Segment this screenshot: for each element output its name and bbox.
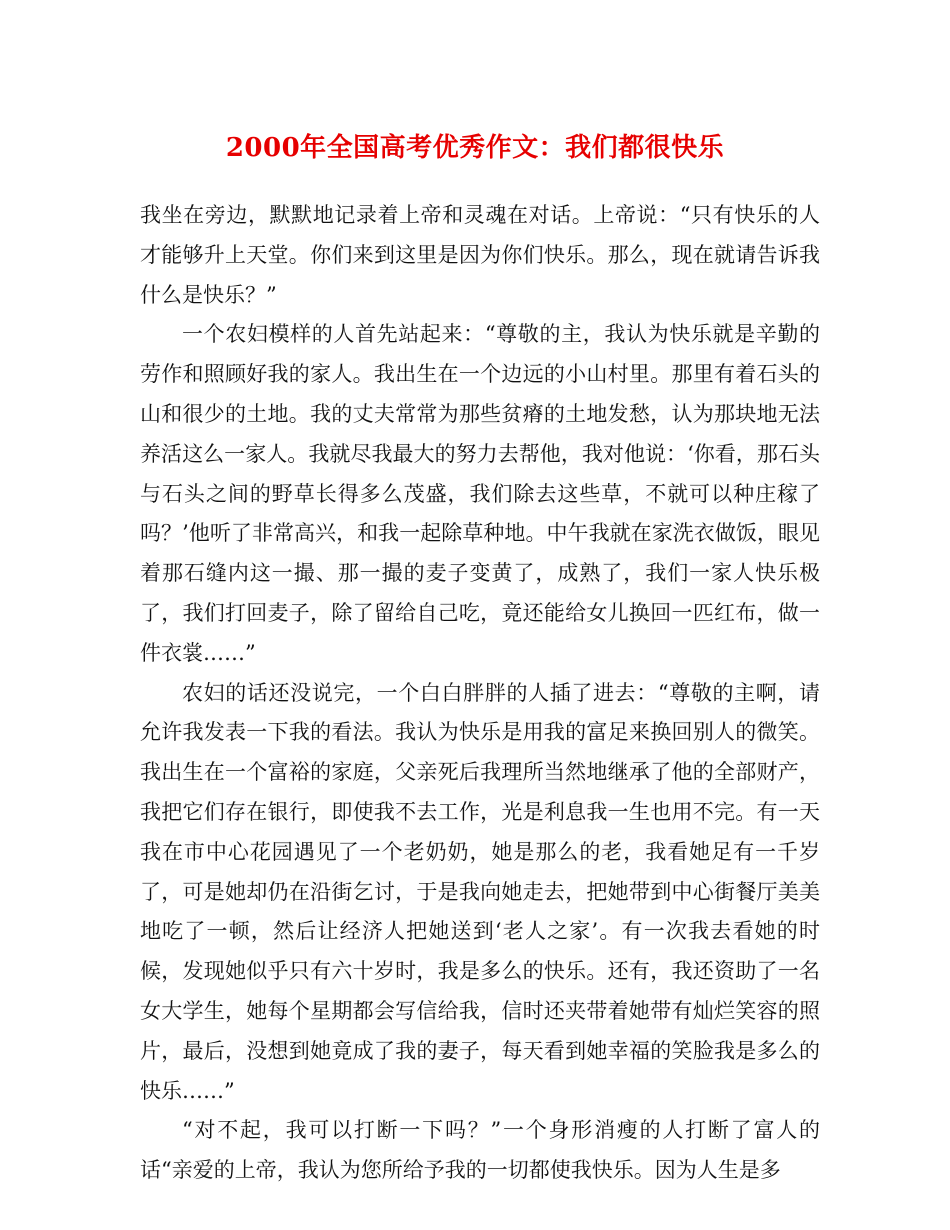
- paragraph-intro: 我坐在旁边，默默地记录着上帝和灵魂在对话。上帝说：“只有快乐的人才能够升上天堂。你们来到这里是因为你们快乐。那么，现在就请告诉我什么是快乐？”: [140, 203, 820, 307]
- document-title: 2000年全国高考优秀作文：我们都很快乐: [225, 133, 725, 163]
- paragraph-thin-man: “对不起，我可以打断一下吗？”一个身形消瘦的人打断了富人的话“亲爱的上帝，我认为您所给予我的一切都使我快乐。因为人生是多: [140, 1118, 820, 1183]
- document-body: [140, 196, 820, 1191]
- paragraph-farm-woman: 一个农妇模样的人首先站起来：“尊敬的主，我认为快乐就是辛勤的劳作和照顾好我的家人。我出生在一个边远的小山村里。那里有着石头的山和很少的土地。我的丈夫常常为那些贫瘠的土地发愁，认为那块地无法养活这么一家人。我就尽我最大的努力去帮他，我对他说：‘你看，那石头与石头之间的野草长得多么茂盛，我们除去这些草，不就可以种庄稼了吗？’他听了非常高兴，和我一起除草种地。中午我就在家洗衣做饭，眼见着那石缝内这一撮、那一撮的麦子变黄了，成熟了，我们一家人快乐极了，我们打回麦子，除了留给自己吃，竟还能给女儿换回一匹红布，做一件衣裳……”: [140, 322, 820, 665]
- paragraph-rich-man: 农妇的话还没说完，一个白白胖胖的人插了进去：“尊敬的主啊，请允许我发表一下我的看法。我认为快乐是用我的富足来换回别人的微笑。我出生在一个富裕的家庭，父亲死后我理所当然地继承了他的全部财产，我把它们存在银行，即使我不去工作，光是利息我一生也用不完。有一天我在市中心花园遇见了一个老奶奶，她是那么的老，我看她足有一千岁了，可是她却仍在沿街乞讨，于是我向她走去，把她带到中心街餐厅美美地吃了一顿，然后让经济人把她送到‘老人之家’。有一次我去看她的时候，发现她似乎只有六十岁时，我是多么的快乐。还有，我还资助了一名女大学生，她每个星期都会写信给我，信时还夹带着她带有灿烂笑容的照片，最后，没想到她竟成了我的妻子，每天看到她幸福的笑脸我是多么的快乐……”: [140, 680, 820, 1103]
